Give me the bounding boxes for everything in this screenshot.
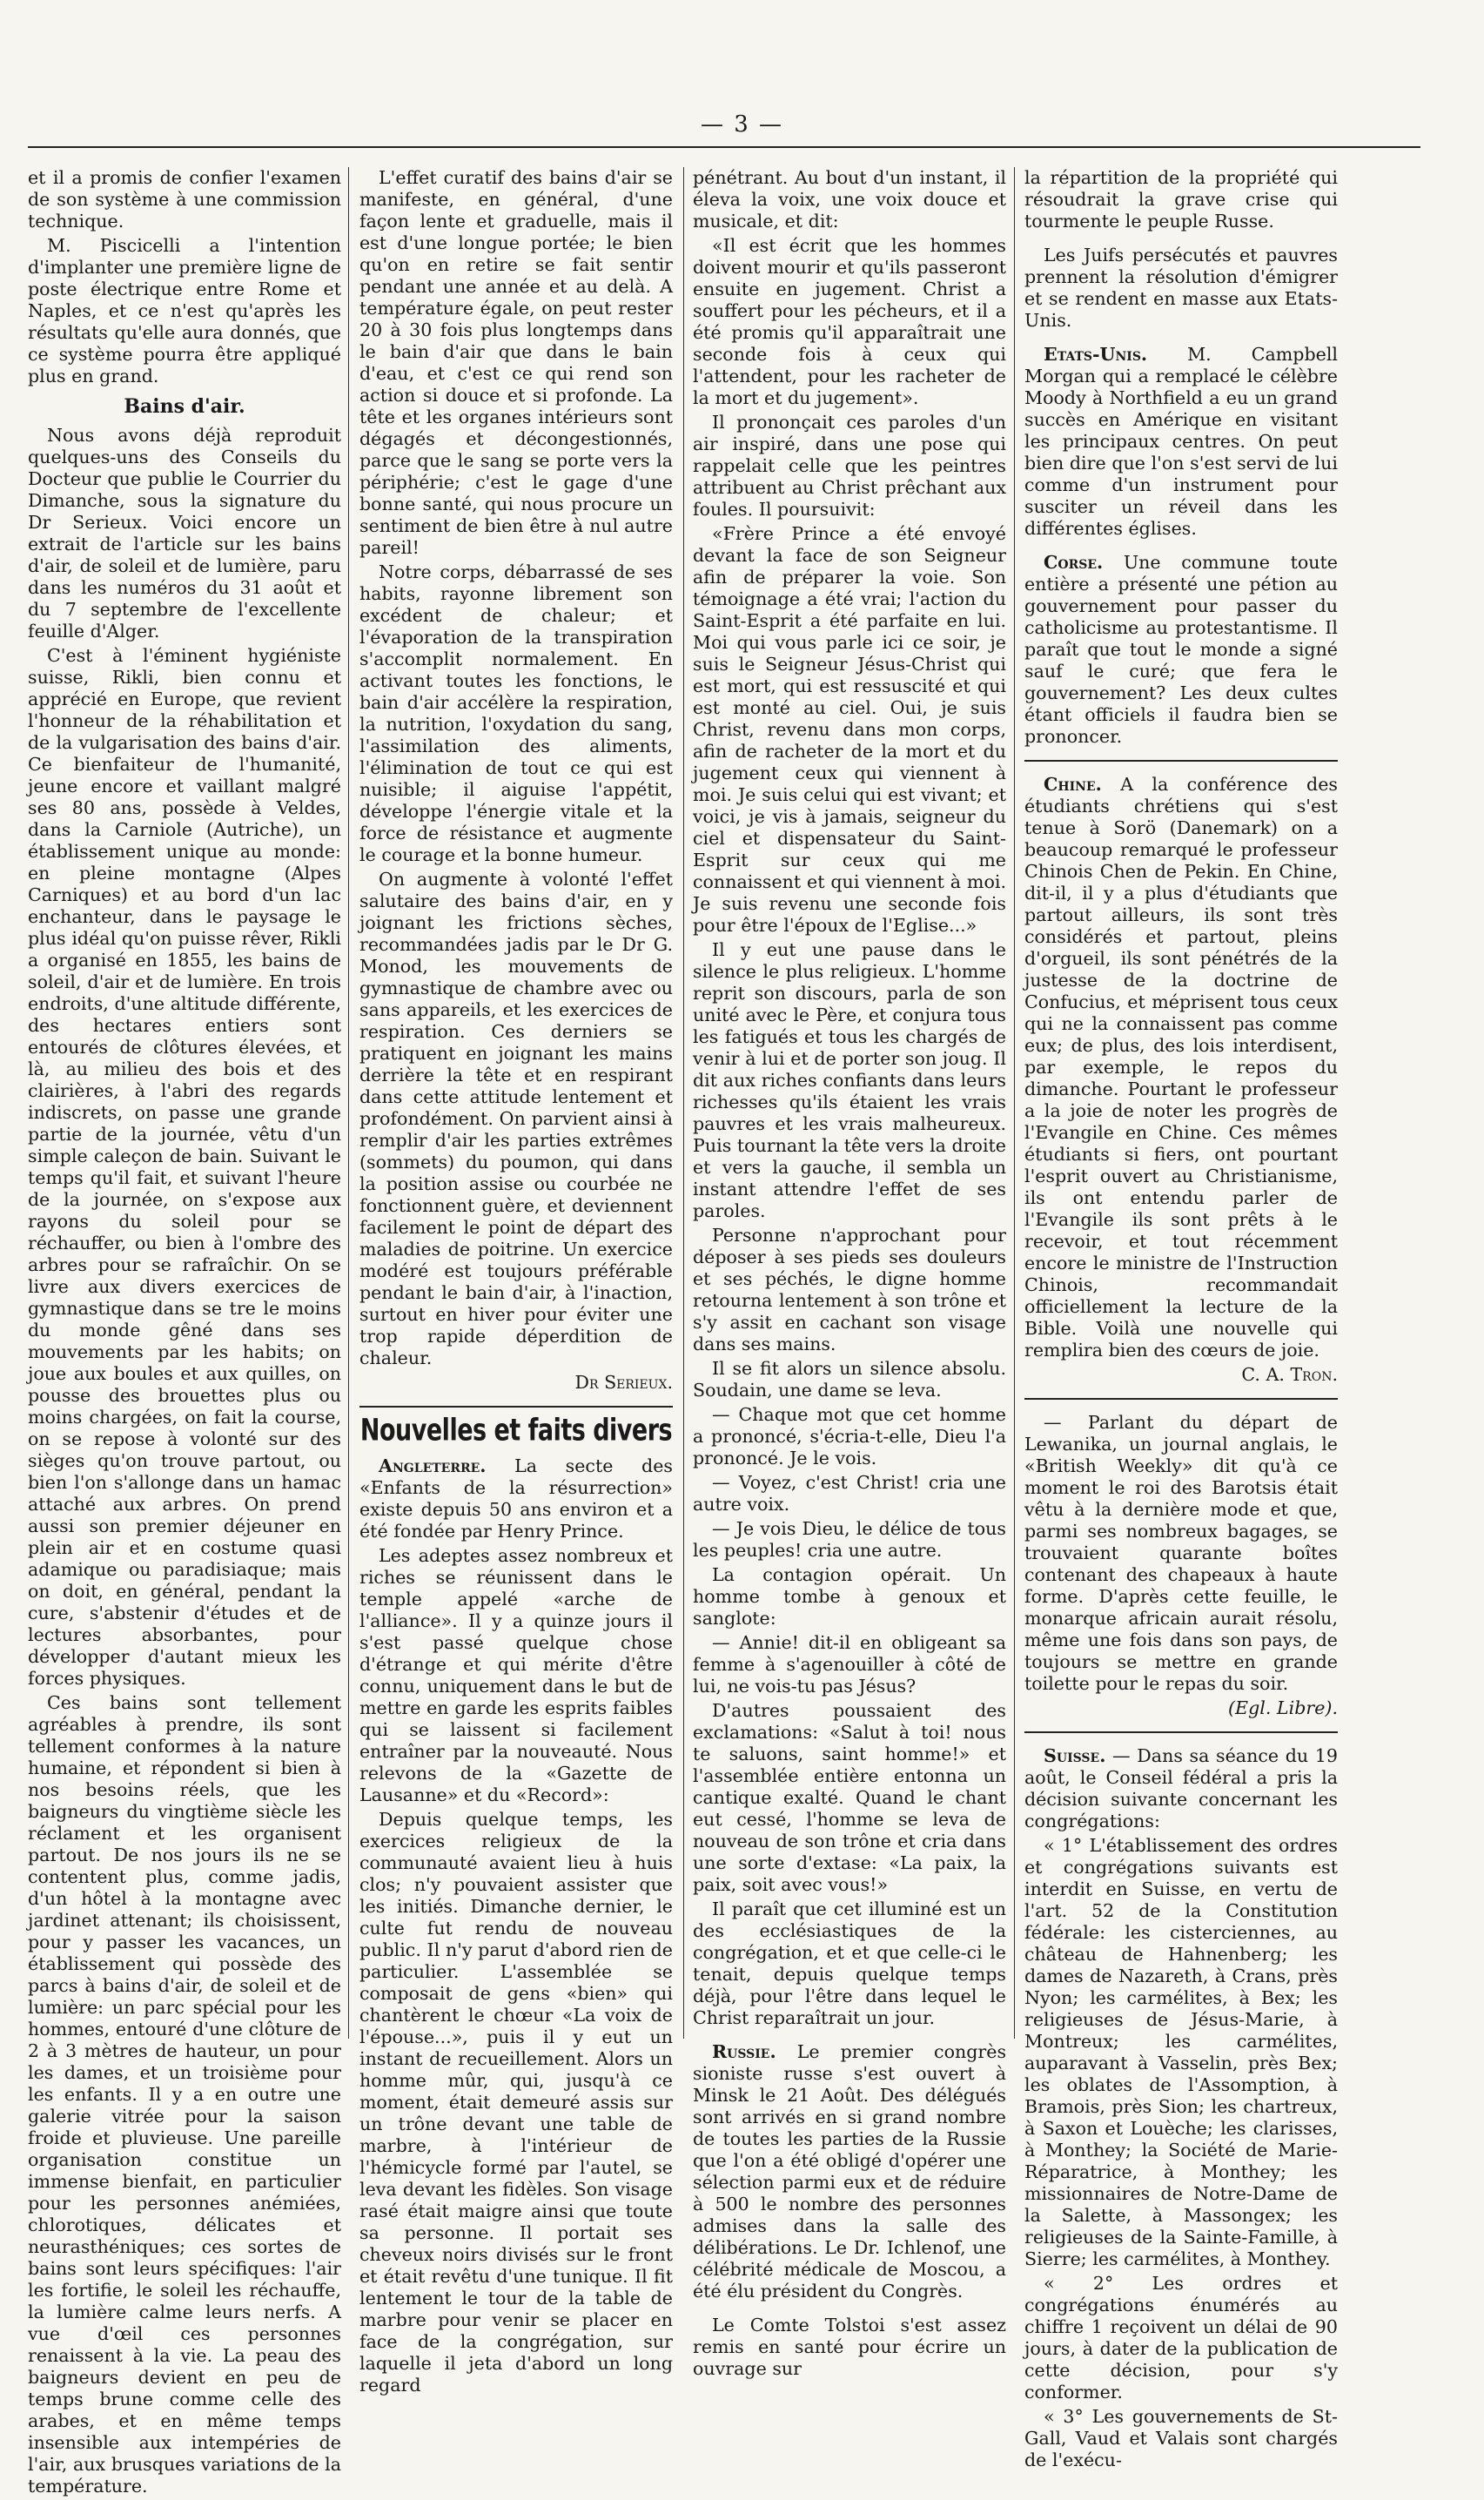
- column-divider: [348, 167, 349, 2039]
- news-section-title: Nouvelles et faits divers: [359, 1413, 673, 1448]
- paragraph: C'est à l'éminent hygiéniste suisse, Rikli, bien connu et apprécié en Europe, que revient l'honneur de la réhabilitation et de la vulgarisation des bains d'air. Ce bienfaiteur de l'humanité, jeune encore et vaillant malgré ses 80 ans, possède à Veldes, dans la Carniole (Autriche), un établissement unique au monde: en pleine montagne (Alpes Carniques) et au bord d'un lac enchanteur, dans le paysage le plus idéal qu'on puisse rêver, Rikli a organisé en 1855, les bains de soleil, d'air et de lumière. En trois endroits, d'une altitude différente, des hectares entiers sont entourés de clôtures élevées, et là, au milieu des bois et des clairières, à l'abri des regards indiscrets, on passe une grande partie de la journée, vêtu d'un simple caleçon de bain. Suivant le temps qu'il fait, et suivant l'heure de la journée, on s'expose aux rayons du soleil pour se réchauffer, ou bien à l'ombre des arbres pour se rafraîchir. On se livre aux divers exercices de gymnastique dans se tre le moins du monde gêné dans ses mouvements par les habits; on joue aux boules et aux quilles, on pousse des brouettes plus ou moins chargées, on fait la course, on se repose à volonté sur des sièges qu'on trouve partout, ou bien l'on s'allonge dans un hamac attaché aux arbres. On prend aussi son premier déjeuner en plein air et en costume quasi adamique ou paradisiaque; mais on doit, en général, pendant la cure, s'abstenir d'études et de lectures absorbantes, pour développer d'autant mieux les forces physiques.: [28, 645, 341, 1689]
- author-signature: Dr Serieux.: [574, 1372, 673, 1393]
- news-item-corse: [1024, 552, 1338, 748]
- column-2: [359, 167, 673, 2399]
- paragraph: L'effet curatif des bains d'air se manifeste, en général, d'une façon lente et graduelle, mais il est d'une longue portée; le bien qu'on en retire se fait sentir pendant une année et au delà. A température égale, on peut rester 20 à 30 fois plus longtemps dans le bain d'air que dans le bain d'eau, et c'est ce qui rend son action si douce et si profonde. La tête et les organes intérieurs sont dégagés et décongestionnés, parce que le sang se porte vers la périphérie; c'est le gage d'une bonne santé, qui nous procure un sentiment de bien être à nul autre pareil!: [359, 167, 673, 558]
- paragraph: — Chaque mot que cet homme a prononcé, s'écria-t-elle, Dieu l'a prononcé. Je le vois.: [693, 1404, 1006, 1468]
- news-lead: Suisse.: [1044, 1745, 1106, 1766]
- paragraph: D'autres poussaient des exclamations: «Salut à toi! nous te saluons, saint homme!» et l'assemblée entière entonna un cantique exalté. Quand le chant eut cessé, l'homme se leva de nouveau de son trône et cria dans une sorte d'extase: «La paix, la paix, soit avec vous!»: [693, 1700, 1006, 1895]
- news-text: — Dans sa séance du 19 août, le Conseil fédéral a pris la décision suivante concernant les congrégations:: [1024, 1745, 1339, 1831]
- section-rule: [1024, 1398, 1338, 1400]
- paragraph: — Annie! dit-il en obligeant sa femme à s'agenouiller à côté de lui, ne vois-tu pas Jésus?: [693, 1632, 1006, 1697]
- paragraph: « 2° Les ordres et congrégations énumérés au chiffre 1 reçoivent un délai de 90 jours, à dater de la publication de cette décision, pour s'y conformer.: [1024, 2273, 1338, 2403]
- paragraph: Le Comte Tolstoi s'est assez remis en santé pour écrire un ouvrage sur: [693, 2315, 1006, 2379]
- paragraph: pénétrant. Au bout d'un instant, il éleva la voix, une voix douce et musicale, et dit:: [693, 167, 1006, 232]
- source-attribution: (Egl. Libre).: [1228, 1697, 1338, 1718]
- paragraph: — Je vois Dieu, le délice de tous les peuples! cria une autre.: [693, 1518, 1006, 1561]
- news-text: Le premier congrès sioniste russe s'est ouvert à Minsk le 21 Août. Des délégués sont arrivés en si grand nombre de toutes les parties de la Russie que l'on a été obligé d'opérer une sélection parmi eux et de réduire à 500 le nombre des personnes admises dans la salle des délibérations. Le Dr. Ichlenof, une célébrité médicale de Moscou, a été élu président du Congrès.: [693, 2041, 1007, 2302]
- paragraph: On augmente à volonté l'effet salutaire des bains d'air, en y joignant les frictions sèches, recommandées jadis par le Dr G. Monod, les mouvements de gymnastique de chambre avec ou sans appareils, et les exercices de respiration. Ces derniers se pratiquent en joignant les mains derrière la tête et en respirant dans cette attitude lentement et profondément. On parvient ainsi à remplir d'air les parties extrêmes (sommets) du poumon, qui dans la position assise ou courbée ne fonctionnent guère, et deviennent facilement le point de départ des maladies de poitrine. Un exercice modéré est toujours préférable pendant le bain d'air, à l'inaction, surtout en hiver pour éviter une trop rapide déperdition de chaleur.: [359, 869, 673, 1368]
- paragraph: Nous avons déjà reproduit quelques-uns des Conseils du Docteur que publie le Courrier du Dimanche, sous la signature du Dr Serieux. Voici encore un extrait de l'article sur les bains d'air, de soleil et de lumière, paru dans les numéros du 31 août et du 7 septembre de l'excellente feuille d'Alger.: [28, 425, 341, 642]
- paragraph: Ces bains sont tellement agréables à prendre, ils sont tellement conformes à la nature humaine, et répondent si bien à nos besoins réels, que les baigneurs du vingtième siècle les réclament et les organisent partout. De nos jours ils ne se contentent plus, comme jadis, d'un hôtel à la montagne avec jardinet attenant; ils choisissent, pour y passer les vacances, un établissement qui possède des parcs à bains d'air, de soleil et de lumière: un parc spécial pour les hommes, entouré d'une clôture de 2 à 3 mètres de hauteur, un pour les dames, et un troisième pour les enfants. Il y a en outre une galerie vitrée pour la saison froide et pluvieuse. Une pareille organisation constitue un immense bienfait, en particulier pour les personnes anémiées, chlorotiques, délicates et neurasthéniques; ces sortes de bains sont leurs spécifiques: l'air les fortifie, le soleil les réchauffe, la lumière calme leurs nerfs. A vue d'œil ces personnes renaissent à la vie. La peau des baigneurs devient en peu de temps brune comme celle des arabes, et en même temps insensible aux intempéries de l'air, aux brusques variations de la température.: [28, 1692, 341, 2497]
- column-3: [693, 167, 1006, 2382]
- author-signature: C. A. Tron.: [1241, 1364, 1338, 1385]
- news-item-suisse: [1024, 1745, 1338, 1832]
- section-rule: [359, 1406, 673, 1408]
- paragraph: La contagion opérait. Un homme tombe à genoux et sanglote:: [693, 1564, 1006, 1629]
- paragraph: la répartition de la propriété qui résoudrait la grave crise qui tourmente le peuple Russe.: [1024, 167, 1338, 232]
- news-text: M. Campbell Morgan qui a remplacé le célèbre Moody à Northfield a eu un grand succès en Amérique en visitant les principaux centres. On peut bien dire que l'on s'est servi de lui comme d'un instrument pour susciter un réveil dans les différentes églises.: [1024, 344, 1338, 539]
- news-lead: Etats-Unis.: [1044, 344, 1148, 365]
- paragraph: «Frère Prince a été envoyé devant la face de son Seigneur afin de préparer la voie. Son témoignage a été vrai; l'action du Saint-Esprit a été parfaite en lui. Moi qui vous parle ici ce soir, je suis le Seigneur Jésus-Christ qui est mort, qui est ressuscité et qui est monté au ciel. Oui, je suis Christ, revenu dans mon corps, afin de racheter de la mort et du jugement ceux qui viennent à moi. Je suis celui qui est vivant; et voici, je vis à jamais, seigneur du ciel et dispensateur du Saint-Esprit sur ceux qui me connaissent et qui viennent à moi. Je suis revenu une seconde fois pour être l'époux de l'Eglise...»: [693, 523, 1006, 936]
- news-item-chine: [1024, 774, 1338, 1361]
- news-item-etats-unis: [1024, 344, 1338, 540]
- paragraph: Il se fit alors un silence absolu. Soudain, une dame se leva.: [693, 1358, 1006, 1401]
- paragraph: «Il est écrit que les hommes doivent mourir et qu'ils passeront ensuite en jugement. Christ a souffert pour les pécheurs, et il a été promis qu'il apparaîtrait une seconde fois à ceux qui l'attendent, pour les racheter de la mort et du jugement».: [693, 235, 1006, 408]
- news-item-russie: [693, 2041, 1006, 2302]
- news-lead: Chine.: [1044, 774, 1102, 795]
- paragraph: « 1° L'établissement des ordres et congrégations suivants est interdit en Suisse, en vertu de l'art. 52 de la Constitution fédérale: les cisterciennes, au château de Hahnenberg; les dames de Nazareth, à Crans, près Nyon; les carmélites, à Bex; les religieuses de Jésus-Marie, à Montreux; les carmélites, auparavant à Vasselin, près Bex; les oblates de l'Assomption, à Bramois, près Sion; les chartreux, à Saxon et Louèche; les clarisses, à Monthey; la Société de Marie-Réparatrice, à Monthey; les missionnaires de Notre-Dame de la Salette, à Massongex; les religieuses de la Sainte-Famille, à Sierre; les carmélites, à Monthey.: [1024, 1835, 1338, 2269]
- news-lead: Corse.: [1044, 552, 1104, 573]
- paragraph: M. Piscicelli a l'intention d'implanter une première ligne de poste électrique entre Rome et Naples, et ce n'est qu'après les résultats qu'elle aura donnés, que ce système pourra être appliqué plus en grand.: [28, 235, 341, 386]
- paragraph: Depuis quelque temps, les exercices religieux de la communauté avaient lieu à huis clos; n'y pouvaient assister que les initiés. Dimanche dernier, le culte fut rendu de nouveau public. Il n'y parut d'abord rien de particulier. L'assemblée se composait de gens «bien» qui chantèrent le chœur «La voix de l'épouse...», puis il y eut un instant de recueillement. Alors un homme mûr, qui, jusqu'à ce moment, était demeuré assis sur un trône devant une table de marbre, à l'intérieur de l'hémicycle formé par l'autel, se leva devant les fidèles. Son visage rasé était maigre ainsi que toute sa personne. Il portait ses cheveux noirs divisés sur le front et était revêtu d'une tunique. Il fit lentement le tour de la table de marbre pour venir se placer en face de la congrégation, sur laquelle il jeta d'abord un long regard: [359, 1809, 673, 2396]
- paragraph: — Parlant du départ de Lewanika, un journal anglais, le «British Weekly» dit qu'à ce moment le roi des Barotsis était vêtu à la dernière mode et que, parmi ses nombreux bagages, se trouvaient quarante boîtes contenant des chapeaux à haute forme. D'après cette feuille, le monarque africain aurait résolu, même une fois dans son pays, de toujours se mettre en grande toilette pour le repas du soir.: [1024, 1412, 1338, 1694]
- column-divider: [683, 167, 684, 2039]
- paragraph: Il paraît que cet illuminé est un des ecclésiastiques de la congrégation, et et que celle-ci le tenait, depuis quelque temps déjà, pour l'être dans lequel le Christ reparaîtrait un jour.: [693, 1899, 1006, 2028]
- section-heading-bains-d-air: Bains d'air.: [124, 395, 245, 418]
- news-text: Une commune toute entière a présenté une pétion au gouvernement pour passer du catholicisme au protestantisme. Il paraît que tout le monde a signé sauf le curé; que fera le gouvernement? Les deux cultes étant officiels il faudra bien se prononcer.: [1024, 552, 1338, 747]
- paragraph: Les adeptes assez nombreux et riches se réunissent dans le temple appelé «arche de l'alliance». Il y a quinze jours il s'est passé quelque chose d'étrange et qui mérite d'être connu, uniquement dans le but de mettre en garde les esprits faibles qui se laissent si facilement entraîner par la nouveauté. Nous relevons de la «Gazette de Lausanne» et du «Record»:: [359, 1545, 673, 1805]
- column-divider: [1014, 167, 1015, 2039]
- paragraph: Il prononçait ces paroles d'un air inspiré, dans une pose qui rappelait celle que les peintres attribuent au Christ prêchant aux foules. Il poursuivit:: [693, 412, 1006, 520]
- news-text: A la conférence des étudiants chrétiens qui s'est tenue à Sorö (Danemark) on a beaucoup remarqué le professeur Chinois Chen de Pekin. En Chine, dit-il, il y a plus d'étudiants que partout ailleurs, ils sont très considérés et partout, pleins d'orgueil, ils sont pénétrés de la justesse de la doctrine de Confucius, et méprisent tous ceux qui ne la connaissent pas comme eux; de plus, des lois interdisent, par exemple, le repos du dimanche. Pourtant le professeur a la joie de noter les progrès de l'Evangile en Chine. Ces mêmes étudiants si fiers, ont pourtant l'esprit ouvert au Christianisme, ils ont entendu parler de l'Evangile ils sont prêts à le recevoir, et tout récemment encore le ministre de l'Instruction Chinois, recommandait officiellement la lecture de la Bible. Voilà une nouvelle qui remplira bien des cœurs de joie.: [1024, 774, 1338, 1361]
- news-text: La secte des «Enfants de la résurrection» existe depuis 50 ans environ et a été fondée par Henry Prince.: [359, 1455, 673, 1542]
- paragraph: Les Juifs persécutés et pauvres prennent la résolution d'émigrer et se rendent en masse aux Etats-Unis.: [1024, 245, 1338, 331]
- paragraph: et il a promis de confier l'examen de son système à une commission technique.: [28, 167, 341, 232]
- paragraph: Personne n'approchant pour déposer à ses pieds ses douleurs et ses péchés, le digne homme retourna lentement à son trône et s'y assit en cachant son visage dans ses mains.: [693, 1225, 1006, 1354]
- page-number: — 3 —: [700, 111, 784, 138]
- paragraph: — Voyez, c'est Christ! cria une autre voix.: [693, 1472, 1006, 1515]
- section-rule: [1024, 1731, 1338, 1733]
- column-4: [1024, 167, 1338, 2474]
- paragraph: Il y eut une pause dans le silence le plus religieux. L'homme reprit son discours, parla de son unité avec le Père, et conjura tous les fatigués et tous les chargés de venir à lui et de porter son joug. Il dit aux riches confiants dans leurs richesses qu'ils étaient les vrais pauvres et les vrais malheureux. Puis tournant la tête vers la droite et vers la gauche, il sembla un instant attendre l'effet de ses paroles.: [693, 939, 1006, 1221]
- column-1: [28, 167, 341, 2500]
- news-item-angleterre: [359, 1455, 673, 1542]
- news-lead: Angleterre.: [379, 1455, 487, 1476]
- header-rule: [28, 146, 1420, 148]
- news-lead: Russie.: [712, 2041, 776, 2062]
- paragraph: Notre corps, débarrassé de ses habits, rayonne librement son excédent de chaleur; et l'évaporation de la transpiration s'accomplit normalement. En activant toutes les fonctions, le bain d'air accélère la respiration, la nutrition, l'oxydation du sang, l'assimilation des aliments, l'élimination de tout ce qui est nuisible; il aiguise l'appétit, développe l'énergie vitale et la force de résistance et augmente le courage et la bonne humeur.: [359, 561, 673, 865]
- paragraph: « 3° Les gouvernements de St-Gall, Vaud et Valais sont chargés de l'exécu-: [1024, 2406, 1338, 2470]
- section-rule: [1024, 760, 1338, 762]
